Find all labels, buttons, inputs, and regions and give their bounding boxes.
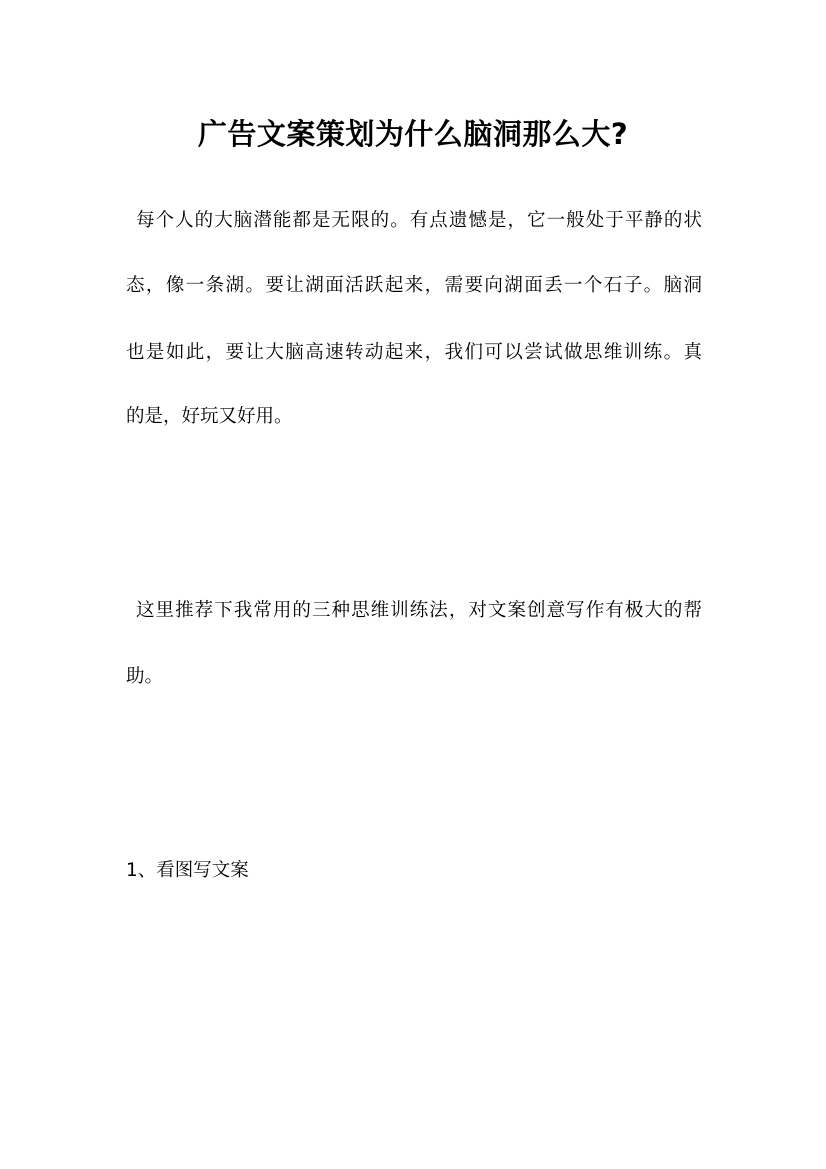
paragraph-line: 也是如此，要让大脑高速转动起来，我们可以尝试做思维训练。真 bbox=[126, 342, 702, 363]
paragraph-line: 每个人的大脑潜能都是无限的。有点遗憾是，它一般处于平静的状 bbox=[136, 210, 702, 231]
paragraph-line: 助。 bbox=[126, 666, 164, 687]
paragraph-line: 态，像一条湖。要让湖面活跃起来，需要向湖面丢一个石子。脑洞 bbox=[126, 275, 702, 296]
document-title: 广告文案策划为什么脑洞那么大? bbox=[197, 117, 629, 151]
paragraph-line: 的是，好玩又好用。 bbox=[126, 406, 293, 427]
paragraph-line: 这里推荐下我常用的三种思维训练法，对文案创意写作有极大的帮 bbox=[136, 600, 702, 621]
section-heading: 1、看图写文案 bbox=[126, 860, 249, 881]
